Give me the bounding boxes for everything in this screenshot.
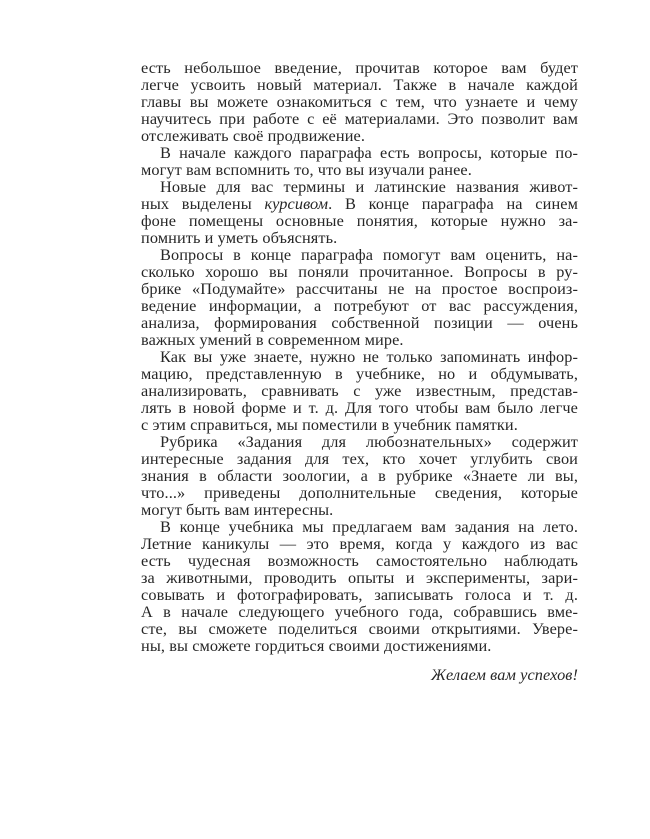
- text-line: анализировать, сравнивать с уже известным, представ-: [141, 381, 578, 400]
- text-line: сколько хорошо вы поняли прочитанное. Вопросы в ру-: [141, 262, 578, 281]
- text-line: Новые для вас термины и латинские названия живот-: [160, 177, 578, 196]
- text-line: за животными, проводить опыты и эксперименты, зари-: [141, 568, 578, 587]
- text-line: есть небольшое введение, прочитав которое вам будет: [141, 58, 578, 77]
- text-line: анализа, формирования собственной позиции — очень: [141, 313, 578, 332]
- text-line: помнить и уметь объяснять.: [141, 228, 338, 247]
- text-line: брике «Подумайте» рассчитаны не на простое воспроиз-: [141, 279, 578, 298]
- text-block: [141, 59, 578, 683]
- paragraph-questions-start: [141, 144, 578, 178]
- text-line: совывать и фотографировать, записывать голоса и т. д.: [141, 585, 578, 604]
- text-line: [141, 195, 578, 212]
- text-line: ведение информации, а потребуют от вас рассуждения,: [141, 296, 578, 315]
- paragraph-intro-continuation: [141, 59, 578, 144]
- text-line: что...» приведены дополнительные сведения, которые: [141, 483, 578, 502]
- text-line: интересные задания для тех, кто хочет углубить свои: [141, 449, 578, 468]
- paragraph-rubrics: [141, 433, 578, 518]
- text-line: В начале каждого параграфа есть вопросы, которые по-: [160, 143, 578, 162]
- italic-term: курсивом: [264, 194, 329, 213]
- text-line: Рубрика «Задания для любознательных» содержит: [160, 432, 578, 451]
- text-line: Летние каникулы — это время, когда у каждого из вас: [141, 534, 578, 553]
- paragraph-end-questions: [141, 246, 578, 348]
- text-line: В конце учебника мы предлагаем вам задания на лето.: [160, 517, 578, 536]
- paragraph-terms: [141, 178, 578, 246]
- text-line: легче усвоить новый материал. Также в начале каждой: [141, 75, 578, 94]
- text-line: могут быть вам интересны.: [141, 500, 334, 519]
- paragraph-summer-tasks: [141, 518, 578, 654]
- text-line: с этим справиться, мы поместили в учебник памятки.: [141, 415, 518, 434]
- text-segment: . В конце параграфа на синем: [328, 194, 578, 213]
- paragraph-memos: [141, 348, 578, 433]
- text-line: знания в области зоологии, а в рубрике «Знаете ли вы,: [141, 466, 578, 485]
- text-line: Как вы уже знаете, нужно не только запоминать инфор-: [160, 347, 578, 366]
- text-line: отслеживать своё продвижение.: [141, 126, 365, 145]
- text-segment: ных выделены: [141, 194, 265, 213]
- text-line: мацию, представленную в учебнике, но и обдумывать,: [141, 364, 578, 383]
- text-line: фоне помещены основные понятия, которые нужно за-: [141, 211, 578, 230]
- text-line: сте, вы сможете поделиться своими открытиями. Увере-: [141, 619, 578, 638]
- text-line: ны, вы сможете гордиться своими достижениями.: [141, 636, 492, 655]
- text-line: лять в новой форме и т. д. Для того чтобы вам было легче: [141, 398, 578, 417]
- text-line: научитесь при работе с её материалами. Это позволит вам: [141, 109, 578, 128]
- signature-line: Желаем вам успехов!: [431, 665, 578, 684]
- text-line: главы вы можете ознакомиться с тем, что узнаете и чему: [141, 92, 578, 111]
- text-line: Вопросы в конце параграфа помогут вам оценить, на-: [160, 245, 578, 264]
- text-line: важных умений в современном мире.: [141, 330, 404, 349]
- text-line: А в начале следующего учебного года, собравшись вме-: [141, 602, 578, 621]
- text-line: есть чудесная возможность самостоятельно наблюдать: [141, 551, 578, 570]
- text-line: могут вам вспомнить то, что вы изучали ранее.: [141, 160, 472, 179]
